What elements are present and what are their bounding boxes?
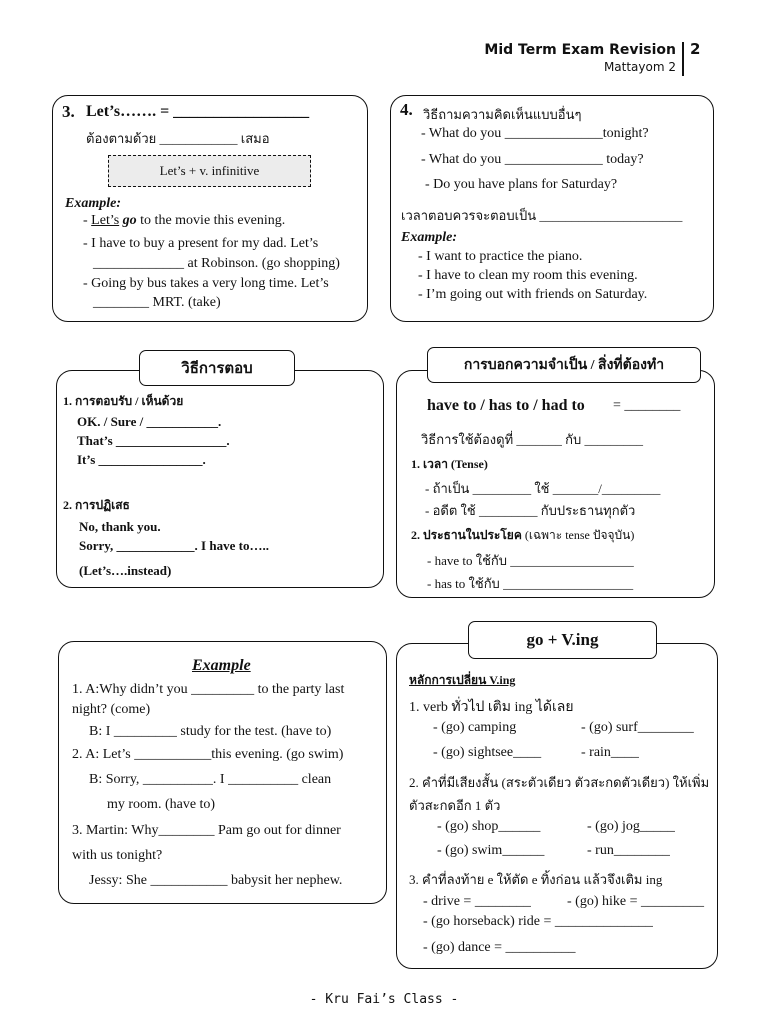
header-divider [682, 42, 684, 76]
lets-example-3-line1: - Going by bus takes a very long time. Let’s [83, 276, 329, 291]
subject-heading-note: (เฉพาะ tense ปัจจุบัน) [524, 528, 635, 542]
usage-line: วิธีการใช้ต้องดูที่ _______ กับ _________ [421, 432, 644, 447]
document-subtitle: Mattayom 2 [603, 60, 676, 74]
decline-line-2: Sorry, ____________. I have to….. [79, 538, 269, 553]
rule-2-line1: 2. คำที่มีเสียงสั้น (สระตัวเดียว ตัวสะกดตัวเดียว) ให้เพิ่ม [409, 775, 710, 790]
rule-1: 1. verb ทั่วไป เติม ing ได้เลย [409, 700, 574, 715]
rule-3-drive: - drive = ________ [423, 894, 531, 909]
go-ving-tab: go + V.ing [468, 621, 657, 659]
exercise-2-line1: 2. A: Let’s ___________this evening. (go swim) [72, 747, 344, 762]
accept-line-1: OK. / Sure / ___________. [77, 414, 222, 429]
opinion-example-label: Example: [401, 230, 457, 245]
lets-example-3-line2: ________ MRT. (take) [93, 295, 221, 310]
rule-2-swim: - (go) swim______ [437, 843, 545, 858]
lets-example-1 [83, 213, 285, 229]
rule-2-line2: ตัวสะกดอีก 1 ตัว [409, 798, 501, 813]
exercise-2-line3: my room. (have to) [107, 797, 216, 812]
have-to-box [396, 370, 715, 598]
rule-1-surf: - (go) surf________ [581, 720, 694, 735]
ving-rules-title: หลักการเปลี่ยน V.ing [409, 673, 516, 687]
opinion-box [390, 95, 714, 322]
have-to-tab: การบอกความจำเป็น / สิ่งที่ต้องทำ [427, 347, 701, 383]
decline-heading: 2. การปฏิเสธ [63, 498, 130, 512]
opinion-heading-num: 4. [400, 100, 413, 119]
have-to-subject: - have to ใช้กับ ___________________ [427, 553, 634, 568]
rule-2-jog: - (go) jog_____ [587, 819, 675, 834]
have-to-meaning: = ________ [613, 398, 681, 413]
rule-2-run: - run________ [587, 843, 670, 858]
lets-example-2-line1: - I have to buy a present for my dad. Let’s [83, 236, 319, 251]
lets-heading: Let’s……. = _________________ [86, 103, 310, 120]
subject-heading-label: 2. ประธานในประโยค [411, 528, 522, 542]
decline-line-3: (Let’s….instead) [79, 563, 172, 578]
lets-subheading: ต้องตามด้วย ____________ เสมอ [86, 131, 270, 146]
exercise-2-line2: B: Sorry, __________. I __________ clean [89, 772, 332, 787]
example-title: Example [192, 657, 251, 674]
opinion-example-2: - I have to clean my room this evening. [418, 268, 638, 283]
tense-past: - อดีต ใช้ _________ กับประธานทุกตัว [425, 503, 636, 518]
tense-present: - ถ้าเป็น _________ ใช้ _______/_________ [425, 481, 661, 496]
accept-line-3: It’s ________________. [77, 452, 206, 467]
rule-1-sightsee: - (go) sightsee____ [433, 745, 542, 760]
opinion-heading: วิธีถามความคิดเห็นแบบอื่นๆ [423, 107, 582, 122]
page-number: 2 [690, 40, 701, 58]
exercise-1-line2: night? (come) [72, 702, 151, 717]
footer-credit: - Kru Fai’s Class - [309, 992, 459, 1007]
accept-heading: 1. การตอบรับ / เห็นด้วย [63, 394, 184, 408]
lets-word: Let’s [91, 213, 120, 228]
rule-1-camping: - (go) camping [433, 720, 517, 735]
rule-3: 3. คำที่ลงท้าย e ให้ตัด e ทิ้งก่อน แล้วจึงเติม ing [409, 872, 663, 887]
decline-line-1: No, thank you. [79, 519, 161, 534]
document-title: Mid Term Exam Revision [484, 42, 676, 58]
go-word: go [119, 213, 137, 228]
opinion-question-1: - What do you ______________tonight? [421, 126, 649, 141]
opinion-question-2: - What do you ______________ today? [421, 152, 644, 167]
rule-3-hike: - (go) hike = _________ [567, 894, 704, 909]
rule-2-shop: - (go) shop______ [437, 819, 541, 834]
opinion-answer-line: เวลาตอบควรจะตอบเป็น ______________________ [401, 208, 683, 223]
accept-line-2: That’s _________________. [77, 433, 230, 448]
lets-example-1-rest: to the movie this evening. [136, 213, 286, 228]
rule-1-rain: - rain____ [581, 745, 639, 760]
example-box [58, 641, 387, 904]
bullet-dash: - [83, 213, 92, 228]
lets-formula-box: Let’s + v. infinitive [108, 155, 311, 187]
exercise-1-line3: B: I _________ study for the test. (have to) [89, 724, 332, 739]
lets-example-2-line2: _____________ at Robinson. (go shopping) [93, 256, 340, 271]
response-box [56, 370, 384, 588]
opinion-example-1: - I want to practice the piano. [418, 249, 583, 264]
has-to-subject: - has to ใช้กับ ____________________ [427, 576, 634, 591]
opinion-question-3: - Do you have plans for Saturday? [425, 177, 618, 192]
tense-heading: 1. เวลา (Tense) [411, 457, 488, 471]
subject-heading [411, 526, 634, 545]
lets-example-label: Example: [65, 196, 121, 211]
exercise-3-line3: Jessy: She ___________ babysit her nephew. [89, 873, 343, 888]
rule-3-ride: - (go horseback) ride = ______________ [423, 914, 653, 929]
rule-3-dance: - (go) dance = __________ [423, 940, 576, 955]
exercise-3-line2: with us tonight? [72, 848, 163, 863]
have-to-heading: have to / has to / had to [427, 397, 585, 414]
lets-box [52, 95, 368, 322]
exercise-3-line1: 3. Martin: Why________ Pam go out for dinner [72, 823, 341, 838]
go-ving-box [396, 643, 718, 969]
exercise-1-line1: 1. A:Why didn’t you _________ to the party last [72, 682, 345, 697]
lets-heading-num: 3. [62, 102, 75, 121]
response-tab: วิธีการตอบ [139, 350, 295, 386]
opinion-example-3: - I’m going out with friends on Saturday. [418, 287, 648, 302]
